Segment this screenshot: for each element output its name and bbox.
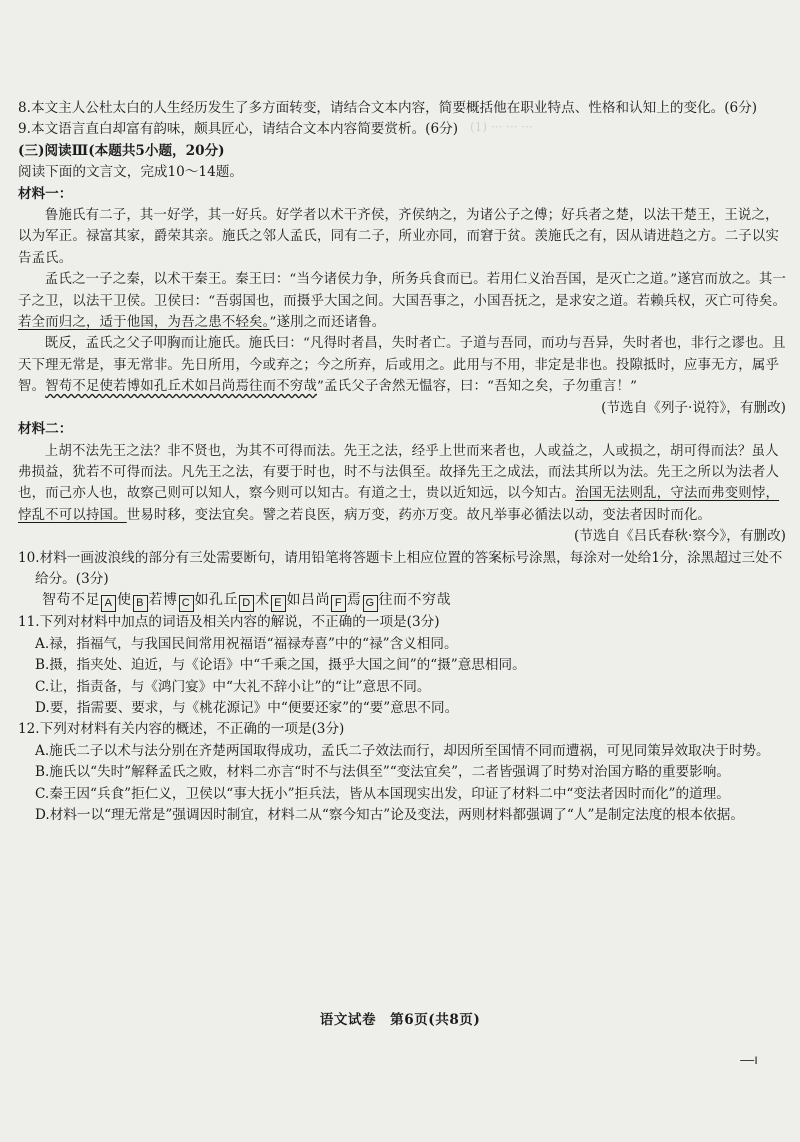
break-box-c[interactable]: C bbox=[179, 595, 194, 612]
segment-4: 如孔丘 bbox=[194, 592, 238, 609]
material-2-text-a: 上胡不法先王之法？非不贤也，为其不可得而法。先王之法，经乎上世而来者也，人或益之，人或损之，胡可得而法？虽人弗损益，犹若不可得而法。凡先王之法，有要于时也，时不与法俱至。故择先王之成法，而法其所以为法。先王之所以为法者人也，而己亦人也，故察己则可以知人，察今则可以知古。有道之士，贵以近知远，以今知古。 bbox=[18, 443, 780, 502]
segment-2: 使 bbox=[117, 592, 132, 609]
material-1-p2-underlined: 若全而归之，适于他国，为吾之患不轻矣。 bbox=[18, 315, 270, 331]
question-10-stem: 10.材料一画波浪线的部分有三处需要断句，请用铅笔将答题卡上相应位置的答案标号涂黑，每涂对一处给1分，涂黑超过三处不给分。(3分) bbox=[18, 549, 783, 587]
question-11-option-a: A.禄，指福气，与我国民间常用祝福语“福禄寿喜”中的“禄”含义相同。 bbox=[35, 635, 458, 652]
material-1-paragraph-2 bbox=[18, 269, 790, 333]
bleed-through-decoration: (1) ··· ··· ··· bbox=[470, 120, 533, 134]
corner-mark: —ı bbox=[740, 1051, 758, 1067]
material-1-p3-text-a: 既反，孟氏之父子叩胸而让施氏。施氏曰：“凡得时者昌，失时者亡。子道与吾同，而功与吾异，失时者也，非行之谬也。且天下理无常是，事无常非。先日所用，今或弃之；今之所弃，后或用之。此用与不用，非定是非也。投隙抵时，应事无方，属乎智。 bbox=[18, 336, 786, 395]
material-2-underlined: 治国无法则乱，守法而弗变则悖，悖乱不可以持国。 bbox=[18, 486, 780, 523]
section-3-title: (三)阅读Ⅲ(本题共5小题，20分) bbox=[18, 142, 225, 159]
question-9: 9.本文语言直白却富有韵味，颇具匠心，请结合文本内容简要赏析。(6分) bbox=[18, 121, 459, 138]
material-2-paragraph bbox=[18, 441, 790, 527]
question-12-option-d: D.材料一以“理无常是”强调因时制宜，材料二从“察今知古”论及变法，两则材料都强调了“人”是制定法度的根本依据。 bbox=[35, 807, 744, 823]
material-2-label: 材料二： bbox=[18, 421, 73, 438]
question-12-option-b: B.施氏以“失时”解释孟氏之败，材料二亦言“时不与法俱至”“变法宜矣”，二者皆强调了时势对治国方略的重要影响。 bbox=[35, 764, 730, 781]
material-1-source: (节选自《列子·说符》，有删改) bbox=[601, 399, 786, 416]
segment-7: 焉 bbox=[347, 592, 362, 609]
material-2-text-b: 世易时移，变法宜矣。譬之若良医，病万变，药亦万变。故凡举事必循法以动，变法者因时而化。 bbox=[126, 507, 712, 523]
material-2-source: (节选自《吕氏春秋·察今》，有删改) bbox=[573, 528, 786, 545]
question-12-option-a: A.施氏二子以术与法分别在齐楚两国取得成功，孟氏二子效法而行，却因所至国情不同而遭祸，可见同策异效取决于时势。 bbox=[35, 742, 770, 759]
segment-1: 智苟不足 bbox=[42, 592, 100, 609]
material-1-p2-text-b: ”遂刖之而还诸鲁。 bbox=[269, 315, 386, 331]
material-1-p2-text-a: 孟氏之一子之秦，以术干秦王。秦王曰：“当今诸侯力争，所务兵食而已。若用仁义治吾国，是灭亡之道。”遂宫而放之。其一子之卫，以法干卫侯。卫侯曰：“吾弱国也，而摄乎大国之间。大国吾事之，小国吾抚之，是求安之道。若赖兵权，灭亡可待矣。 bbox=[18, 272, 787, 309]
question-11-option-d: D.要，指需要、要求，与《桃花源记》中“便要还家”的“要”意思不同。 bbox=[35, 699, 459, 716]
break-box-d[interactable]: D bbox=[239, 595, 254, 612]
break-box-b[interactable]: B bbox=[133, 595, 148, 612]
page-footer: 语文试卷 第6页(共8页) bbox=[319, 1012, 481, 1028]
material-1-p3-wavy-line: 智苟不足使若博如孔丘术如吕尚焉往而不穷哉 bbox=[45, 379, 317, 395]
material-1-paragraph-1: 鲁施氏有二子，其一好学，其一好兵。好学者以术干齐侯，齐侯纳之，为诸公子之傅；好兵者之楚，以法干楚王，王说之，以为军正。禄富其家，爵荣其亲。施氏之邻人孟氏，同有二子，所业亦同，而窘于贫。羡施氏之有，因从请进趋之方。二子以实告孟氏。 bbox=[18, 208, 780, 266]
question-8: 8.本文主人公杜太白的人生经历发生了多方面转变，请结合文本内容，简要概括他在职业特点、性格和认知上的变化。(6分) bbox=[18, 100, 758, 116]
question-11-option-b: B.摄，指夹处、迫近，与《论语》中“千乘之国，摄乎大国之间”的“摄”意思相同。 bbox=[35, 657, 526, 674]
segment-5: 术 bbox=[255, 592, 270, 609]
question-10-segmented-sentence bbox=[18, 590, 790, 612]
page-content bbox=[18, 98, 790, 826]
question-12-option-c: C.秦王因“兵食”拒仁义，卫侯以“事大抚小”拒兵法，皆从本国现实出发，印证了材料二中“变法者因时而化”的道理。 bbox=[35, 785, 730, 802]
material-1-paragraph-3 bbox=[18, 333, 790, 397]
section-3-instruction: 阅读下面的文言文，完成10～14题。 bbox=[18, 164, 243, 181]
segment-6: 如吕尚 bbox=[286, 592, 330, 609]
break-box-e[interactable]: E bbox=[271, 595, 286, 612]
material-1-p3-text-b: ”孟氏父子舍然无愠容，曰：“吾知之矣，子勿重言！” bbox=[317, 379, 638, 395]
question-11-option-c: C.让，指责备，与《鸿门宴》中“大礼不辞小让”的“让”意思不同。 bbox=[35, 678, 431, 695]
question-11-stem: 11.下列对材料中加点的词语及相关内容的解说，不正确的一项是(3分) bbox=[18, 614, 440, 631]
question-12-stem: 12.下列对材料有关内容的概述，不正确的一项是(3分) bbox=[18, 721, 345, 738]
break-box-f[interactable]: F bbox=[331, 595, 346, 612]
segment-3: 若博 bbox=[148, 592, 178, 609]
segment-8: 往而不穷哉 bbox=[378, 592, 451, 609]
break-box-g[interactable]: G bbox=[363, 595, 378, 612]
break-box-a[interactable]: A bbox=[101, 595, 116, 612]
material-1-label: 材料一： bbox=[18, 185, 73, 202]
